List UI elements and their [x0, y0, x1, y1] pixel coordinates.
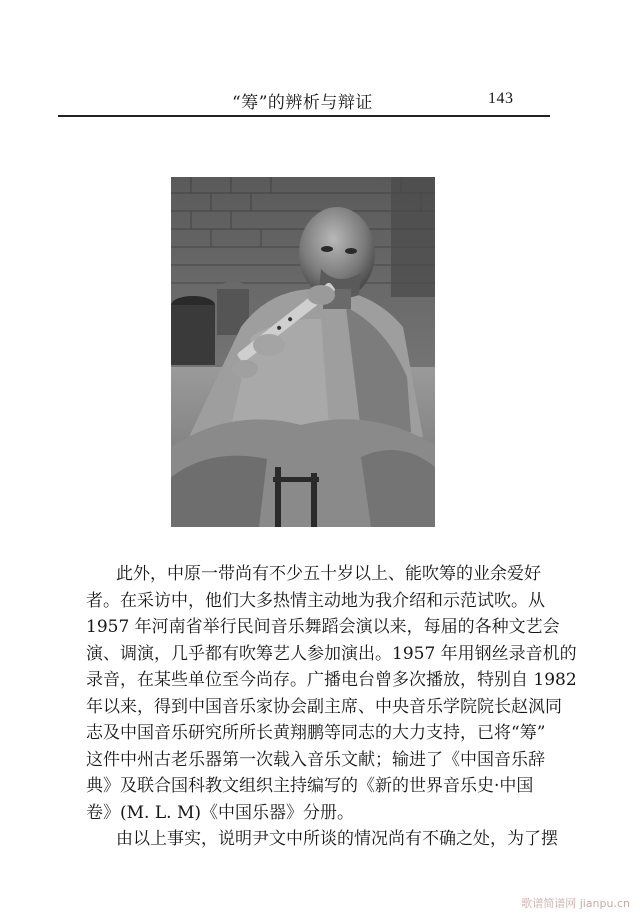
- page-number: 143: [488, 90, 514, 107]
- text-line: 1957 年河南省举行民间音乐舞蹈会演以来，每届的各种文艺会: [86, 617, 560, 637]
- text-line: 年以来，得到中国音乐家协会副主席、中央音乐学院院长赵沨同: [86, 696, 562, 717]
- text-line: 卷》(M. L. M)《中国乐器》分册。: [86, 802, 354, 823]
- watermark: 歌谱简谱网 jianpu.cn: [521, 897, 630, 910]
- photo-elderly-man-playing-flute: [171, 177, 435, 527]
- text-line: 由以上事实，说明尹文中所谈的情况尚有不确之处，为了摆: [116, 829, 558, 849]
- text-line: 这件中州古老乐器第一次载入音乐文献；输进了《中国音乐辞: [86, 749, 545, 770]
- text-line: 演、调演，几乎都有吹筹艺人参加演出。1957 年用钢丝录音机的: [86, 643, 577, 664]
- text-line: 者。在采访中，他们大多热情主动地为我介绍和示范试吹。从: [86, 590, 545, 611]
- running-head-title: “筹”的辨析与辩证: [232, 93, 373, 113]
- photo-elderly-man-playing-flute-icon: [171, 177, 435, 527]
- text-line: 录音，在某些单位至今尚存。广播电台曾多次播放，特别自 1982: [86, 670, 577, 690]
- text-line: 典》及联合国科教文组织主持编写的《新的世界音乐史·中国: [86, 776, 534, 796]
- header-rule: [58, 115, 550, 117]
- text-line: 此外，中原一带尚有不少五十岁以上、能吹筹的业余爱好: [116, 564, 541, 584]
- running-head: [0, 84, 640, 120]
- body-text: [86, 561, 577, 853]
- text-line: 志及中国音乐研究所所长黄翔鹏等同志的大力支持，已将“筹”: [86, 723, 546, 743]
